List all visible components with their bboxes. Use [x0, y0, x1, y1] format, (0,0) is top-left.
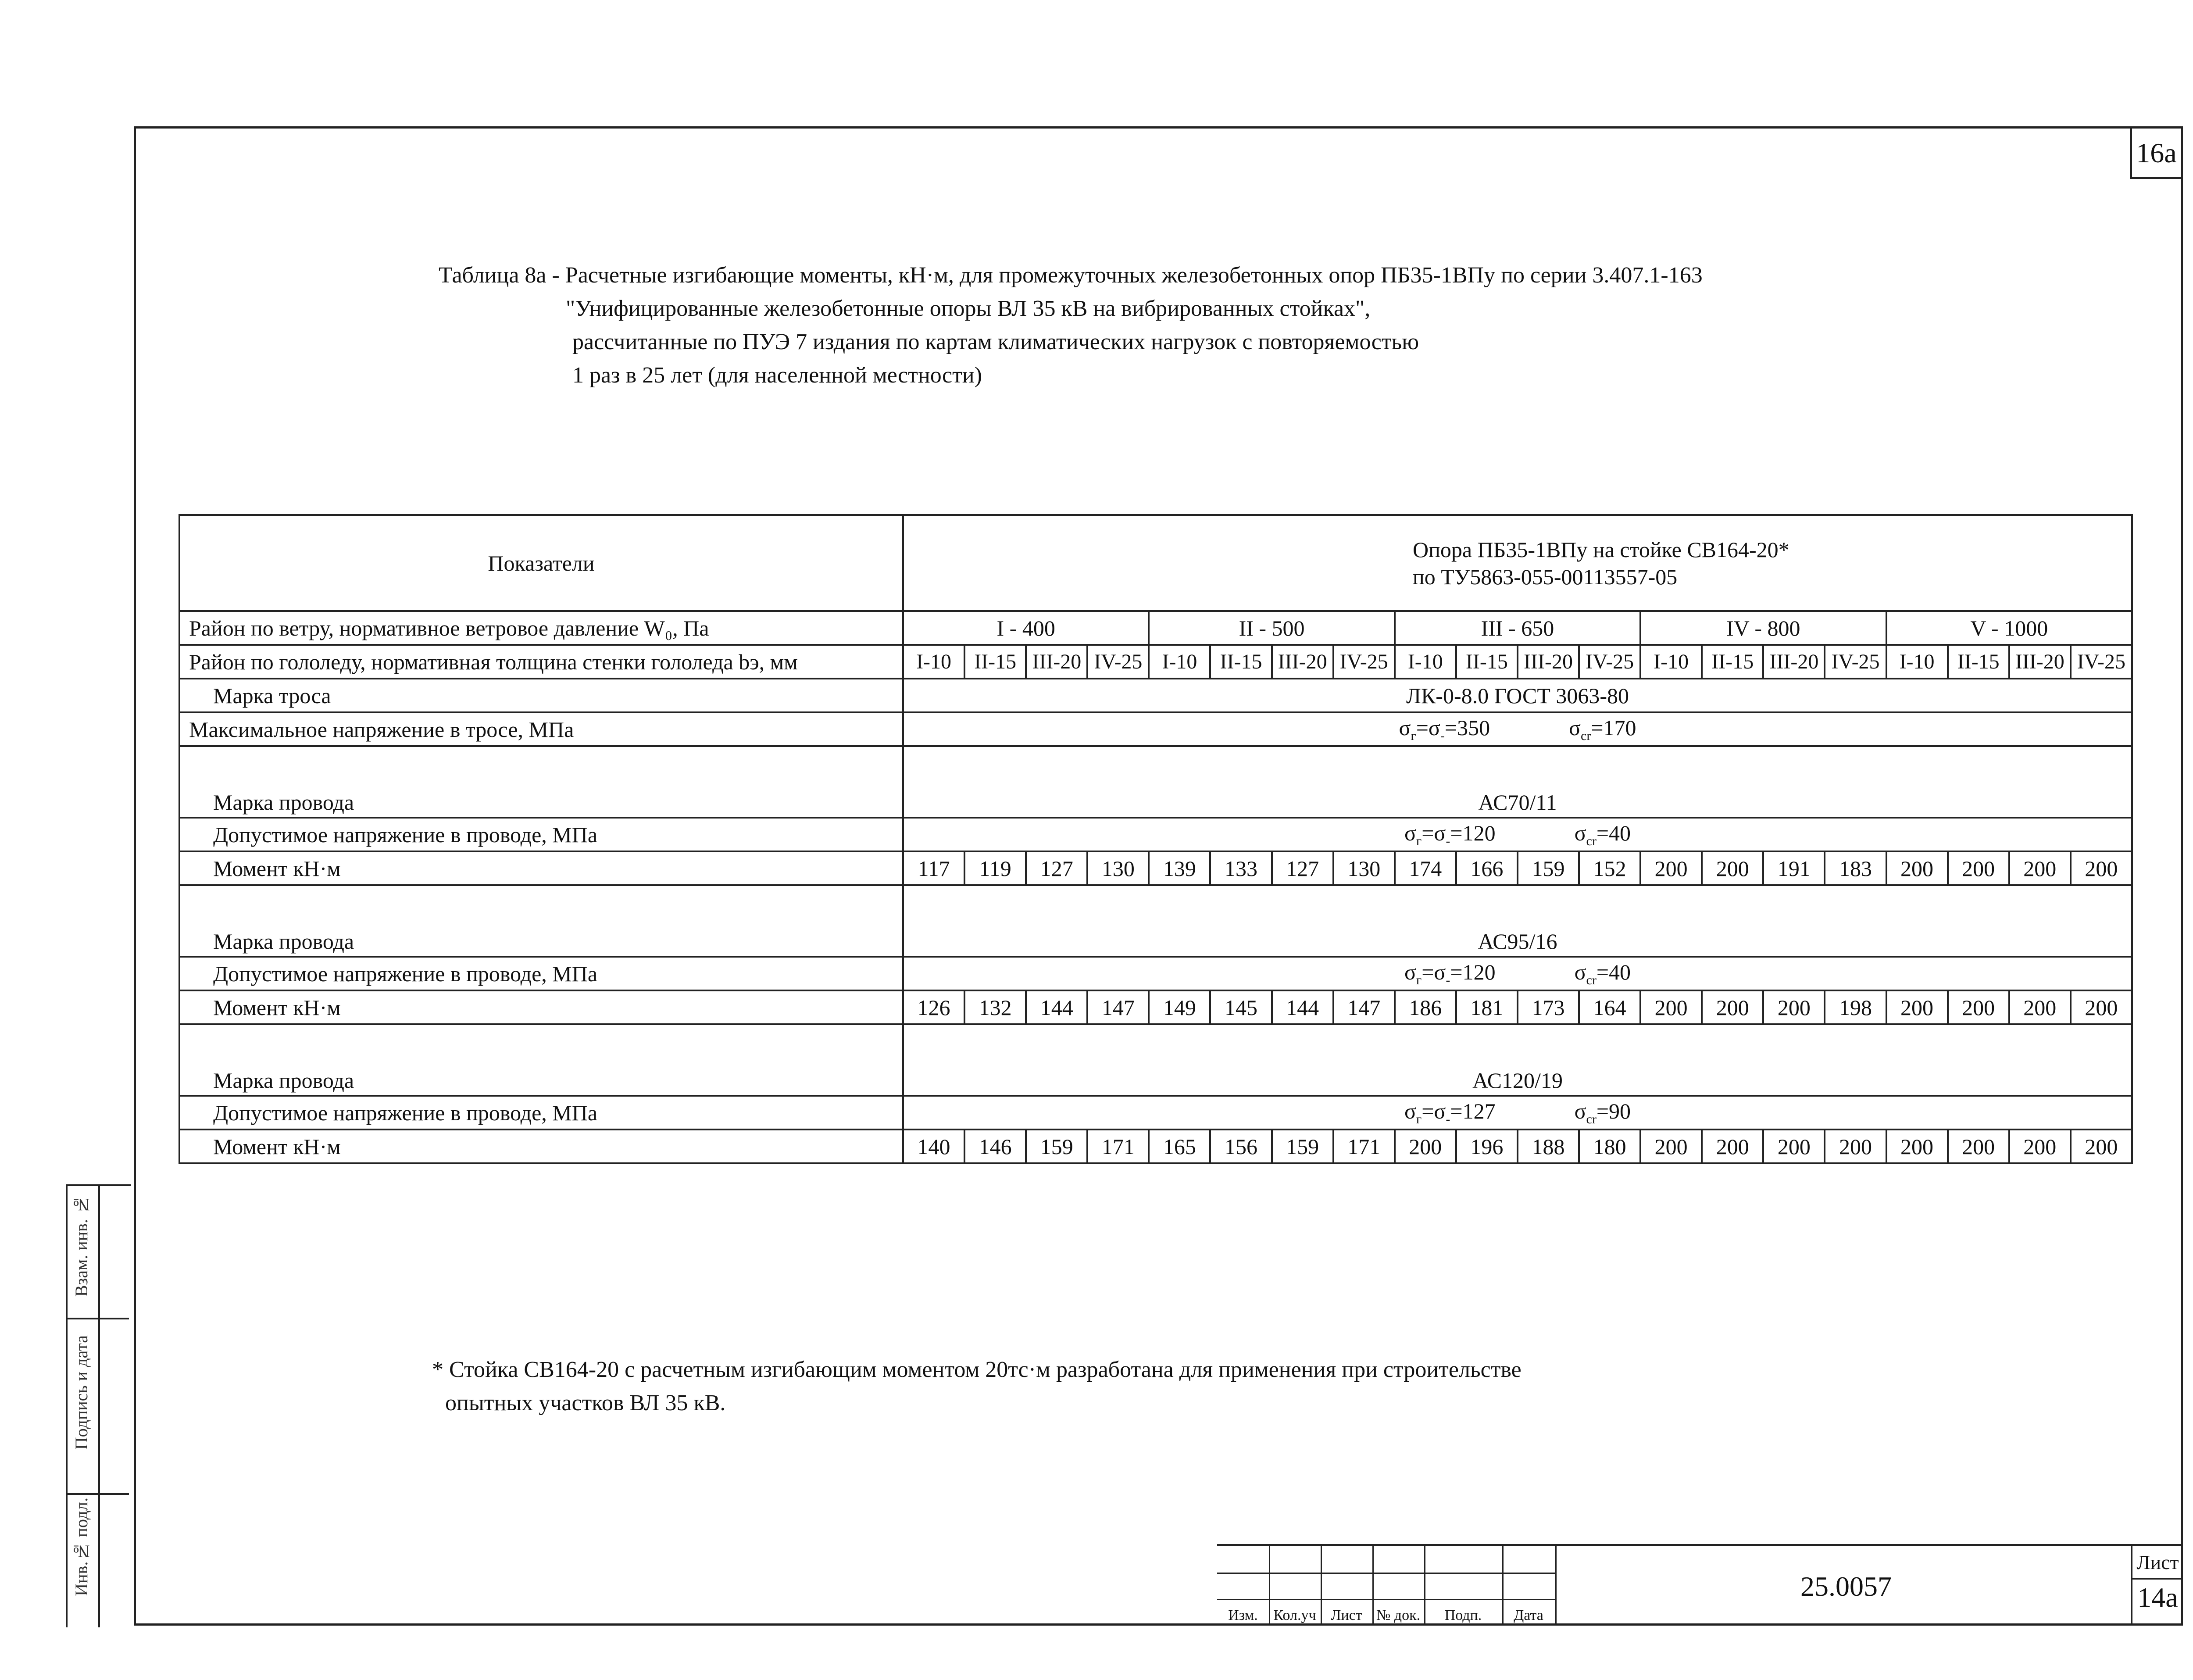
- moment-value: 147: [1333, 990, 1395, 1024]
- moment-value: 132: [964, 990, 1026, 1024]
- ice-region: II-15: [1210, 645, 1272, 679]
- wire-label: Марка провода: [179, 885, 903, 957]
- stamp-revision-grid: [1217, 1546, 1557, 1626]
- moment-value: 133: [1210, 851, 1272, 885]
- ice-region: III-20: [1272, 645, 1333, 679]
- stress-max: $\sigma_г=\sigma_-=120$: [1404, 821, 1496, 848]
- ice-region: III-20: [1026, 645, 1087, 679]
- moment-value: 200: [2071, 851, 2132, 885]
- header-label: Показатели: [179, 515, 903, 611]
- wind-region-row: [179, 611, 2132, 645]
- moment-value: 149: [1149, 990, 1210, 1024]
- ice-region: IV-25: [2071, 645, 2132, 679]
- moment-value: 200: [1948, 851, 2009, 885]
- moment-value: 188: [1518, 1130, 1579, 1163]
- sheet-number: 14а: [2137, 1582, 2178, 1613]
- table-header-row: [179, 515, 2132, 611]
- moment-value: 200: [2009, 851, 2071, 885]
- stress-avg-value: =170: [1591, 715, 1636, 740]
- title-stamp: [1217, 1544, 2183, 1626]
- moment-row: [179, 1130, 2132, 1163]
- moment-value: 183: [1825, 851, 1886, 885]
- wire-name: АС120/19: [903, 1024, 2132, 1096]
- sheet-box: [2131, 1546, 2183, 1626]
- moment-value: 200: [2009, 1130, 2071, 1163]
- moment-value: 200: [2009, 990, 2071, 1024]
- moment-value: 156: [1210, 1130, 1272, 1163]
- side-cell-podp: [68, 1318, 98, 1495]
- stress-max: $\sigma_г=\sigma_-=350$: [1399, 715, 1490, 743]
- moment-value: 159: [1272, 1130, 1333, 1163]
- moment-value: 200: [1702, 851, 1763, 885]
- moment-value: 200: [1763, 1130, 1825, 1163]
- moment-value: 165: [1149, 1130, 1210, 1163]
- stress-avg-value: =90: [1596, 1099, 1631, 1123]
- moment-value: 173: [1518, 990, 1579, 1024]
- stress-avg-value: =40: [1596, 821, 1631, 845]
- moment-row: [179, 990, 2132, 1024]
- wire-stress-row: [179, 957, 2132, 990]
- moment-value: 174: [1395, 851, 1456, 885]
- ice-region: II-15: [964, 645, 1026, 679]
- stress-max-value: =350: [1444, 715, 1490, 740]
- wire-stress: [903, 957, 2132, 990]
- moment-label: Момент кН·м: [179, 1130, 903, 1163]
- wind-region: II - 500: [1149, 611, 1394, 645]
- side-cell-zam: [68, 1186, 98, 1319]
- moment-value: 146: [964, 1130, 1026, 1163]
- stamp-label-izm: Изм.: [1228, 1607, 1258, 1623]
- moment-value: 200: [1640, 1130, 1702, 1163]
- wire-stress-label: Допустимое напряжение в проводе, МПа: [179, 957, 903, 990]
- ice-region: III-20: [1518, 645, 1579, 679]
- moment-value: 200: [1640, 990, 1702, 1024]
- stress-avg-value: =40: [1596, 960, 1631, 984]
- moment-value: 144: [1026, 990, 1087, 1024]
- moment-value: 144: [1272, 990, 1333, 1024]
- table-title: [439, 259, 1886, 392]
- moment-value: 126: [903, 990, 964, 1024]
- ice-region: IV-25: [1333, 645, 1395, 679]
- ice-label: Район по гололеду, нормативная толщина стенки гололеда bэ, мм: [179, 645, 903, 679]
- stamp-label-podp: Подп.: [1444, 1607, 1482, 1623]
- ice-region: II-15: [1456, 645, 1518, 679]
- tros-row: [179, 679, 2132, 712]
- moment-value: 200: [1886, 1130, 1948, 1163]
- moment-value: 119: [964, 851, 1026, 885]
- moment-value: 200: [1640, 851, 1702, 885]
- document-number: 25.0057: [1800, 1571, 1892, 1602]
- wire-label: Марка провода: [179, 1024, 903, 1096]
- title-line-3: рассчитанные по ПУЭ 7 издания по картам климатических нагрузок с повторяемостью: [572, 329, 1419, 354]
- wire-stress: [903, 1096, 2132, 1130]
- wind-region: I - 400: [903, 611, 1149, 645]
- stress-max-value: =120: [1450, 821, 1496, 845]
- wire-name-row: [179, 885, 2132, 957]
- moment-value: 147: [1087, 990, 1149, 1024]
- ice-region: II-15: [1702, 645, 1763, 679]
- side-stamp-label-column: [68, 1186, 100, 1627]
- tros-value: ЛК-0-8.0 ГОСТ 3063-80: [903, 679, 2132, 712]
- ice-region: I-10: [1640, 645, 1702, 679]
- moment-value: 159: [1518, 851, 1579, 885]
- stress-values: [1399, 715, 1636, 743]
- moment-value: 200: [1763, 990, 1825, 1024]
- moment-value: 196: [1456, 1130, 1518, 1163]
- ice-region: I-10: [903, 645, 964, 679]
- title-line-4: 1 раз в 25 лет (для населенной местности): [572, 363, 982, 388]
- ice-region: I-10: [1149, 645, 1210, 679]
- stress-values: [1404, 820, 1631, 849]
- wire-stress-label: Допустимое напряжение в проводе, МПа: [179, 1096, 903, 1130]
- ice-region: I-10: [1886, 645, 1948, 679]
- wind-label: Район по ветру, нормативное ветровое давление W₀, Па: [179, 611, 903, 645]
- stress-values: [1404, 959, 1631, 988]
- moment-value: 200: [1886, 990, 1948, 1024]
- stress-max: $\sigma_г=\sigma_-=127$: [1404, 1099, 1496, 1126]
- ice-region: IV-25: [1825, 645, 1886, 679]
- ice-region: III-20: [1763, 645, 1825, 679]
- title-line-2: "Унифицированные железобетонные опоры ВЛ 35 кВ на вибрированных стойках",: [566, 296, 1371, 321]
- moment-value: 140: [903, 1130, 964, 1163]
- stress-values: [1404, 1098, 1631, 1127]
- tros-stress-label: Максимальное напряжение в тросе, МПа: [179, 712, 903, 746]
- moment-value: 191: [1763, 851, 1825, 885]
- wind-region: III - 650: [1395, 611, 1640, 645]
- moment-value: 200: [2071, 1130, 2132, 1163]
- tros-label: Марка троса: [179, 679, 903, 712]
- stamp-label-list: Лист: [1331, 1607, 1362, 1623]
- moment-label: Момент кН·м: [179, 851, 903, 885]
- wire-name: АС95/16: [903, 885, 2132, 957]
- tros-stress-row: [179, 712, 2132, 746]
- header-opora-line-2: по ТУ5863-055-00113557-05: [1413, 564, 1678, 589]
- moment-value: 200: [1702, 1130, 1763, 1163]
- stress-max-value: =120: [1450, 960, 1496, 984]
- stress-max-value: =127: [1450, 1099, 1496, 1123]
- moment-value: 159: [1026, 1130, 1087, 1163]
- wind-region: V - 1000: [1886, 611, 2132, 645]
- header-opora: [903, 515, 2132, 611]
- moment-value: 152: [1579, 851, 1640, 885]
- ice-region: II-15: [1948, 645, 2009, 679]
- moment-value: 127: [1026, 851, 1087, 885]
- footnote-line-2: опытных участков ВЛ 35 кВ.: [445, 1390, 726, 1415]
- moment-value: 166: [1456, 851, 1518, 885]
- moment-value: 186: [1395, 990, 1456, 1024]
- side-text-inv: Инв.№ подл.: [71, 1498, 91, 1596]
- ice-region-row: [179, 645, 2132, 679]
- stamp-label-kol: Кол.уч: [1273, 1607, 1316, 1623]
- stress-avg: $\sigma_{cr}=40$: [1574, 960, 1631, 987]
- tros-stress: [903, 712, 2132, 746]
- wire-label: Марка провода: [179, 746, 903, 818]
- moment-row: [179, 851, 2132, 885]
- moment-value: 181: [1456, 990, 1518, 1024]
- moment-value: 139: [1149, 851, 1210, 885]
- wind-region: IV - 800: [1640, 611, 1886, 645]
- moment-value: 200: [1395, 1130, 1456, 1163]
- moment-value: 200: [1948, 1130, 2009, 1163]
- moment-value: 171: [1333, 1130, 1395, 1163]
- footnote-line-1: * Стойка СВ164-20 с расчетным изгибающим моментом 20тс·м разработана для применения при строительстве: [432, 1357, 1522, 1382]
- stress-max: $\sigma_г=\sigma_-=120$: [1404, 960, 1496, 987]
- title-line-1: Таблица 8а - Расчетные изгибающие моменты, кН·м, для промежуточных железобетонных опор ПБ35-1ВПу по серии 3.407.1-163: [439, 263, 1703, 288]
- ice-region: III-20: [2009, 645, 2071, 679]
- moment-value: 200: [2071, 990, 2132, 1024]
- moment-value: 117: [903, 851, 964, 885]
- moment-value: 180: [1579, 1130, 1640, 1163]
- side-stamp-value-column: [98, 1186, 129, 1627]
- stress-avg: $\sigma_{cr}=170$: [1569, 715, 1636, 743]
- wire-stress-label: Допустимое напряжение в проводе, МПа: [179, 818, 903, 851]
- moment-value: 200: [1886, 851, 1948, 885]
- side-text-zam: Взам. инв. №: [71, 1195, 91, 1297]
- moment-value: 145: [1210, 990, 1272, 1024]
- moment-value: 200: [1825, 1130, 1886, 1163]
- footnote: [432, 1353, 1522, 1420]
- wire-name-row: [179, 1024, 2132, 1096]
- wire-stress: [903, 818, 2132, 851]
- ice-region: IV-25: [1087, 645, 1149, 679]
- moment-value: 130: [1333, 851, 1395, 885]
- stress-avg: $\sigma_{cr}=40$: [1574, 821, 1631, 848]
- stress-avg: $\sigma_{cr}=90$: [1574, 1099, 1631, 1126]
- side-value-zam: [98, 1186, 129, 1319]
- side-cell-inv: [68, 1493, 98, 1627]
- moment-value: 130: [1087, 851, 1149, 885]
- moment-value: 198: [1825, 990, 1886, 1024]
- wire-name-row: [179, 746, 2132, 818]
- corner-sheet-number: 16a: [2130, 129, 2181, 179]
- ice-region: I-10: [1395, 645, 1456, 679]
- moment-value: 200: [1702, 990, 1763, 1024]
- sheet-label: Лист: [2132, 1551, 2183, 1580]
- side-stamp: [66, 1184, 131, 1627]
- moment-value: 127: [1272, 851, 1333, 885]
- moment-value: 200: [1948, 990, 2009, 1024]
- wire-stress-row: [179, 1096, 2132, 1130]
- moment-value: 164: [1579, 990, 1640, 1024]
- wire-name: АС70/11: [903, 746, 2132, 818]
- side-value-podp: [98, 1318, 129, 1495]
- ice-region: IV-25: [1579, 645, 1640, 679]
- wire-stress-row: [179, 818, 2132, 851]
- stamp-label-data: Дата: [1514, 1607, 1543, 1623]
- stamp-label-ndok: № док.: [1376, 1607, 1421, 1623]
- header-opora-line-1: Опора ПБ35-1ВПу на стойке СВ164-20*: [1413, 537, 1789, 562]
- moment-label: Момент кН·м: [179, 990, 903, 1024]
- moment-value: 171: [1087, 1130, 1149, 1163]
- side-text-podp: Подпись и дата: [71, 1335, 91, 1450]
- moments-table: [179, 514, 2133, 1164]
